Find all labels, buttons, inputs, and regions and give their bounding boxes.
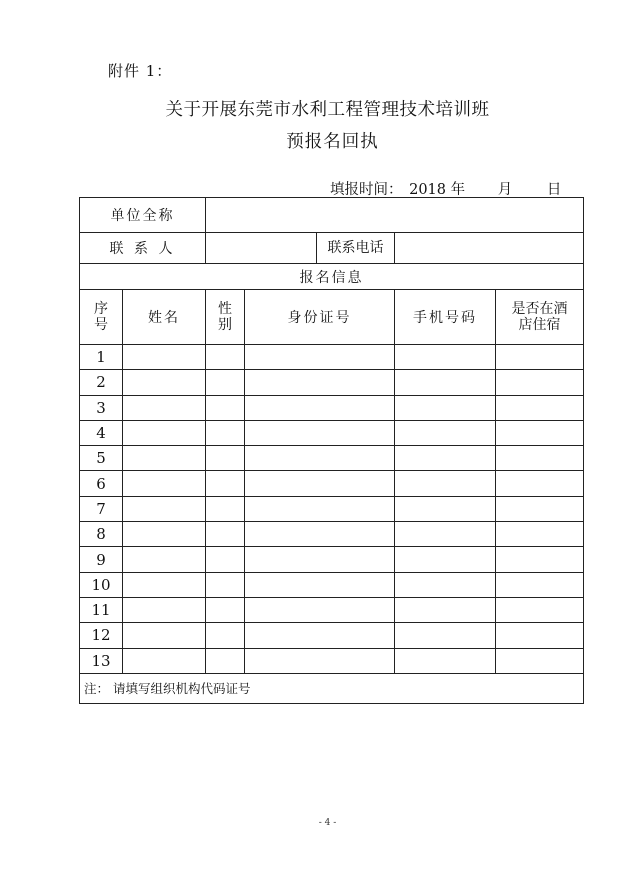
header-seq	[80, 290, 123, 345]
row-gender-cell[interactable]	[206, 446, 245, 471]
table-row	[80, 471, 584, 496]
row-name-cell[interactable]	[123, 522, 206, 547]
row-gender-cell[interactable]	[206, 395, 245, 420]
row-seq: 8	[80, 522, 123, 547]
entry-rows	[80, 345, 584, 674]
row-mobile-cell[interactable]	[395, 522, 496, 547]
row-name-cell[interactable]	[123, 345, 206, 370]
header-mobile: 手机号码	[395, 290, 496, 345]
header-gender	[206, 290, 245, 345]
row-id-cell[interactable]	[245, 648, 395, 673]
row-hotel-cell[interactable]	[496, 522, 584, 547]
row-id-cell[interactable]	[245, 395, 395, 420]
row-hotel-cell[interactable]	[496, 496, 584, 521]
row-seq: 4	[80, 420, 123, 445]
table-row	[80, 572, 584, 597]
row-seq: 13	[80, 648, 123, 673]
row-hotel-cell[interactable]	[496, 597, 584, 622]
row-name-cell[interactable]	[123, 446, 206, 471]
table-row	[80, 496, 584, 521]
row-name-cell[interactable]	[123, 370, 206, 395]
page-number: - 4 -	[318, 818, 337, 828]
row-id-cell[interactable]	[245, 597, 395, 622]
row-seq: 3	[80, 395, 123, 420]
row-id-cell[interactable]	[245, 446, 395, 471]
row-gender-cell[interactable]	[206, 572, 245, 597]
header-hotel-line1: 是否在酒	[511, 301, 568, 317]
row-seq: 7	[80, 496, 123, 521]
row-mobile-cell[interactable]	[395, 471, 496, 496]
row-name-cell[interactable]	[123, 648, 206, 673]
contact-phone-label: 联系电话	[316, 233, 394, 263]
fill-date-year: 2018 年	[409, 182, 466, 198]
row-name-cell[interactable]	[123, 572, 206, 597]
table-row	[80, 623, 584, 648]
row-mobile-cell[interactable]	[395, 446, 496, 471]
row-gender-cell[interactable]	[206, 496, 245, 521]
row-id-cell[interactable]	[245, 496, 395, 521]
unit-name-label: 单位全称	[80, 198, 206, 233]
row-gender-cell[interactable]	[206, 420, 245, 445]
row-id-cell[interactable]	[245, 547, 395, 572]
row-name-cell[interactable]	[123, 420, 206, 445]
header-id-number: 身份证号	[245, 290, 395, 345]
row-hotel-cell[interactable]	[496, 446, 584, 471]
row-name-cell[interactable]	[123, 623, 206, 648]
row-hotel-cell[interactable]	[496, 370, 584, 395]
table-row	[80, 648, 584, 673]
row-seq: 11	[80, 597, 123, 622]
row-mobile-cell[interactable]	[395, 648, 496, 673]
table-row	[80, 420, 584, 445]
document-subtitle: 预报名回执	[286, 132, 379, 152]
document-title: 关于开展东莞市水利工程管理技术培训班	[165, 100, 490, 120]
header-seq-bottom: 号	[94, 317, 108, 333]
row-hotel-cell[interactable]	[496, 623, 584, 648]
row-name-cell[interactable]	[123, 496, 206, 521]
row-name-cell[interactable]	[123, 395, 206, 420]
row-id-cell[interactable]	[245, 420, 395, 445]
row-id-cell[interactable]	[245, 522, 395, 547]
row-gender-cell[interactable]	[206, 623, 245, 648]
row-mobile-cell[interactable]	[395, 370, 496, 395]
header-seq-top: 序	[94, 301, 108, 317]
row-seq: 9	[80, 547, 123, 572]
row-id-cell[interactable]	[245, 345, 395, 370]
fill-date-label: 填报时间：	[330, 182, 403, 198]
table-row	[80, 395, 584, 420]
fill-date	[330, 178, 561, 199]
row-mobile-cell[interactable]	[395, 597, 496, 622]
table-row	[80, 345, 584, 370]
row-id-cell[interactable]	[245, 623, 395, 648]
table-row	[80, 446, 584, 471]
row-seq: 5	[80, 446, 123, 471]
row-name-cell[interactable]	[123, 471, 206, 496]
section-title: 报名信息	[80, 264, 584, 290]
form-note: 注： 请填写组织机构代码证号	[80, 673, 584, 703]
row-mobile-cell[interactable]	[395, 345, 496, 370]
row-gender-cell[interactable]	[206, 522, 245, 547]
row-hotel-cell[interactable]	[496, 572, 584, 597]
fill-date-day: 日	[546, 182, 562, 198]
row-mobile-cell[interactable]	[395, 420, 496, 445]
table-row	[80, 547, 584, 572]
contact-person-field[interactable]	[206, 233, 395, 264]
table-row	[80, 370, 584, 395]
row-gender-cell[interactable]	[206, 597, 245, 622]
row-id-cell[interactable]	[245, 572, 395, 597]
row-name-cell[interactable]	[123, 547, 206, 572]
row-seq: 10	[80, 572, 123, 597]
row-name-cell[interactable]	[123, 597, 206, 622]
row-seq: 2	[80, 370, 123, 395]
row-mobile-cell[interactable]	[395, 547, 496, 572]
row-hotel-cell[interactable]	[496, 471, 584, 496]
fill-date-month: 月	[497, 182, 513, 198]
attachment-label: 附件 1：	[108, 62, 173, 80]
contact-person-label: 联 系 人	[80, 233, 206, 264]
row-hotel-cell[interactable]	[496, 420, 584, 445]
row-mobile-cell[interactable]	[395, 623, 496, 648]
row-gender-cell[interactable]	[206, 471, 245, 496]
table-row	[80, 522, 584, 547]
row-id-cell[interactable]	[245, 370, 395, 395]
row-seq: 6	[80, 471, 123, 496]
row-mobile-cell[interactable]	[395, 496, 496, 521]
table-row	[80, 597, 584, 622]
row-hotel-cell[interactable]	[496, 648, 584, 673]
row-gender-cell[interactable]	[206, 648, 245, 673]
row-gender-cell[interactable]	[206, 370, 245, 395]
header-name: 姓名	[123, 290, 206, 345]
row-seq: 12	[80, 623, 123, 648]
row-hotel-cell[interactable]	[496, 547, 584, 572]
row-gender-cell[interactable]	[206, 547, 245, 572]
row-mobile-cell[interactable]	[395, 395, 496, 420]
row-seq: 1	[80, 345, 123, 370]
contact-phone-field[interactable]	[395, 233, 584, 264]
row-id-cell[interactable]	[245, 471, 395, 496]
header-hotel	[496, 290, 584, 345]
row-hotel-cell[interactable]	[496, 395, 584, 420]
header-gender-top: 性	[218, 301, 232, 317]
row-gender-cell[interactable]	[206, 345, 245, 370]
header-hotel-line2: 店住宿	[518, 317, 561, 333]
row-mobile-cell[interactable]	[395, 572, 496, 597]
registration-form	[79, 197, 584, 704]
unit-name-field[interactable]	[206, 198, 584, 233]
row-hotel-cell[interactable]	[496, 345, 584, 370]
header-gender-bottom: 别	[218, 317, 232, 333]
